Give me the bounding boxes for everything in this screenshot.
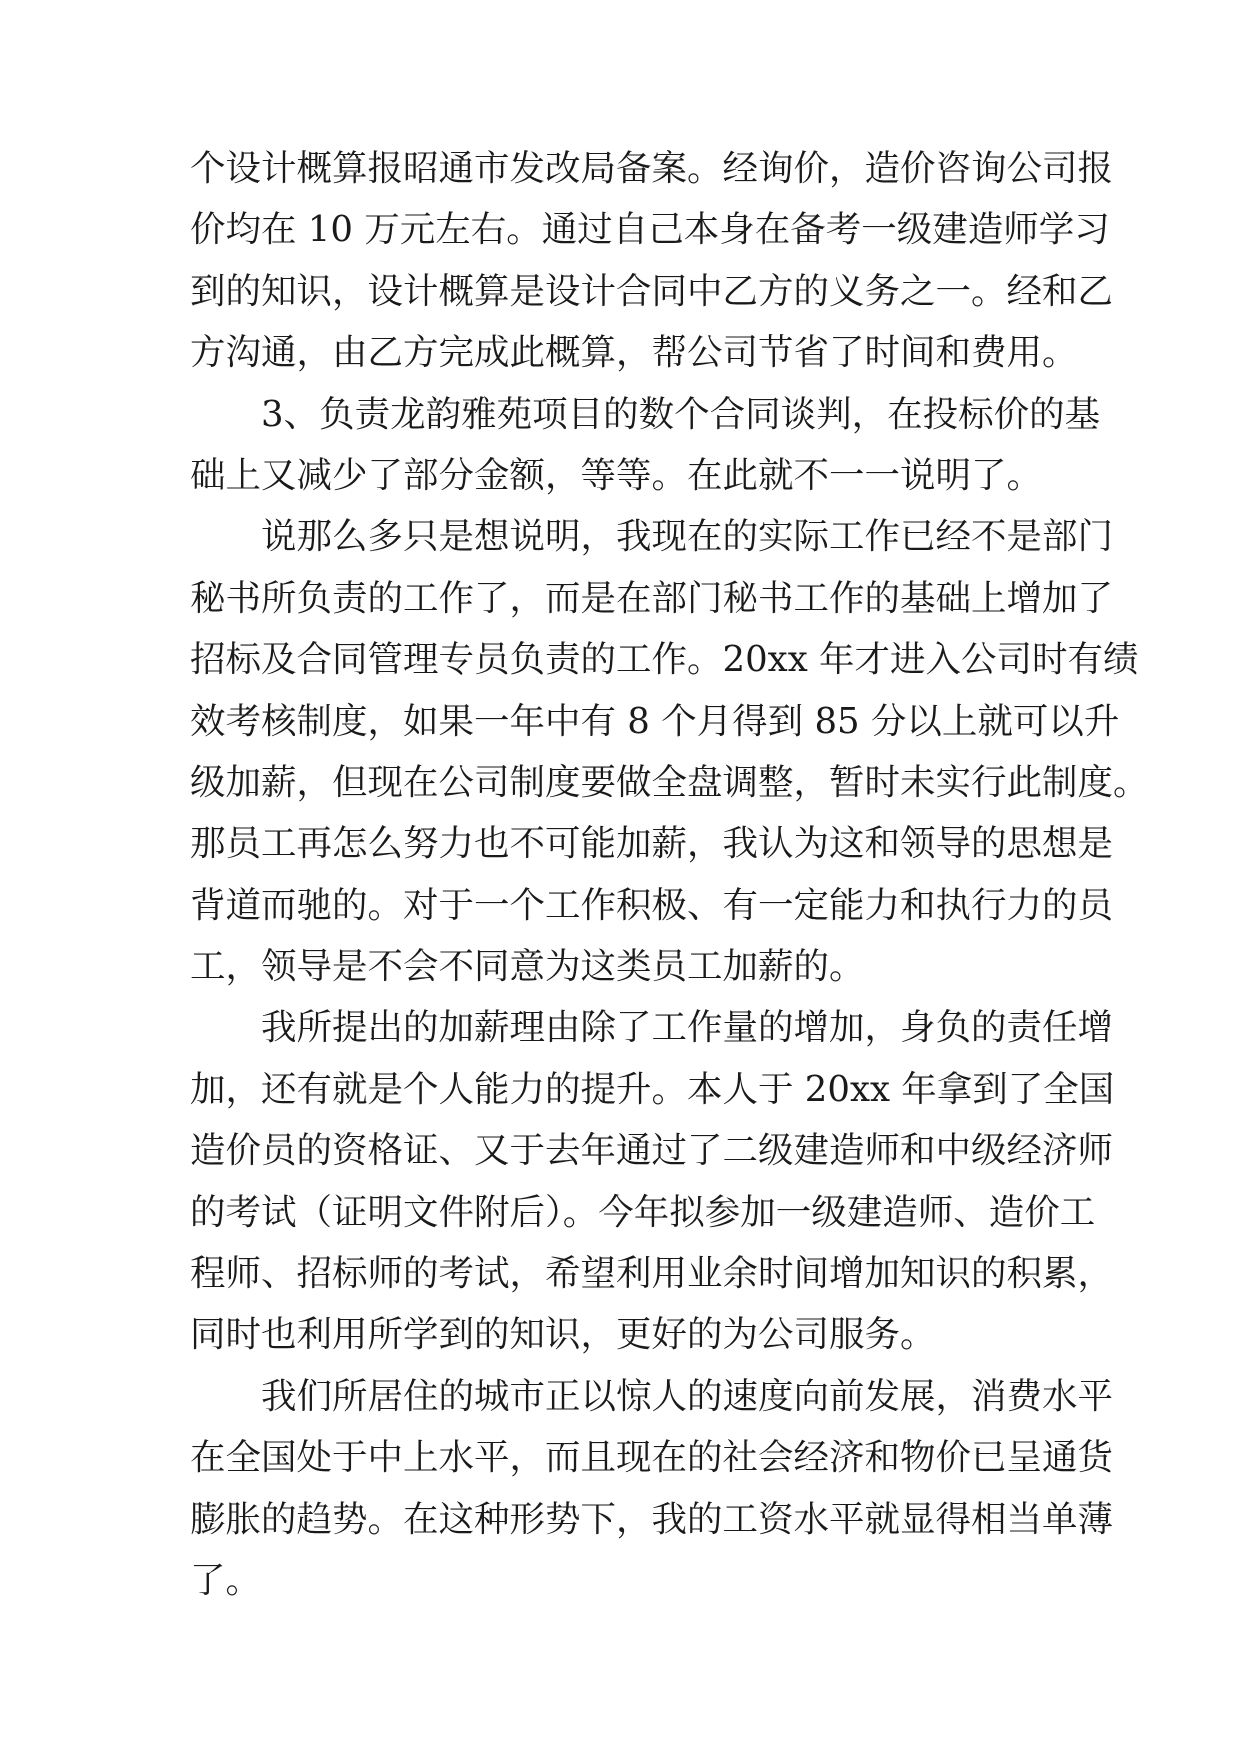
paragraph [190, 997, 1115, 1365]
text-line: 加，还有就是个人能力的提升。本人于 20xx 年拿到了全国 [190, 1068, 1115, 1110]
text-line: 背道而驰的。对于一个工作积极、有一定能力和执行力的员 [190, 884, 1114, 926]
text-line: 我们所居住的城市正以惊人的速度向前发展，消费水平 [261, 1375, 1114, 1417]
text-line: 膨胀的趋势。在这种形势下，我的工资水平就显得相当单薄 [190, 1498, 1114, 1540]
text-line: 价均在 10 万元左右。通过自己本身在备考一级建造师学习 [190, 209, 1110, 251]
text-line: 那员工再怎么努力也不可能加薪，我认为这和领导的思想是 [190, 823, 1114, 865]
text-line: 到的知识，设计概算是设计合同中乙方的义务之一。经和乙 [190, 270, 1114, 312]
text-line: 同时也利用所学到的知识，更好的为公司服务。 [190, 1314, 936, 1356]
text-line: 秘书所负责的工作了，而是在部门秘书工作的基础上增加了 [190, 577, 1114, 619]
paragraph [190, 138, 1114, 384]
document-body [190, 138, 1149, 1611]
text-line: 了。 [190, 1559, 262, 1601]
paragraph [190, 1366, 1114, 1612]
text-line: 造价员的资格证、又于去年通过了二级建造师和中级经济师 [190, 1130, 1114, 1172]
text-line: 方沟通，由乙方完成此概算，帮公司节省了时间和费用。 [190, 332, 1078, 374]
text-line: 个设计概算报昭通市发改局备案。经询价，造价咨询公司报 [190, 148, 1114, 189]
text-line: 招标及合同管理专员负责的工作。20xx 年才进入公司时有绩 [190, 639, 1139, 681]
text-line: 础上又减少了部分金额，等等。在此就不一一说明了。 [190, 454, 1043, 496]
paragraph [190, 384, 1101, 507]
text-line: 工，领导是不会不同意为这类员工加薪的。 [190, 946, 865, 988]
text-line: 3、负责龙韵雅苑项目的数个合同谈判，在投标价的基 [261, 393, 1101, 435]
text-line: 级加薪，但现在公司制度要做全盘调整，暂时未实行此制度。 [190, 761, 1149, 803]
paragraph [190, 506, 1149, 997]
text-line: 程师、招标师的考试，希望利用业余时间增加知识的积累， [190, 1253, 1114, 1295]
text-line: 的考试（证明文件附后）。今年拟参加一级建造师、造价工 [190, 1191, 1096, 1233]
text-line: 我所提出的加薪理由除了工作量的增加，身负的责任增 [261, 1007, 1114, 1049]
text-line: 说那么多只是想说明，我现在的实际工作已经不是部门 [261, 516, 1114, 558]
text-line: 在全国处于中上水平，而且现在的社会经济和物价已呈通货 [190, 1437, 1114, 1479]
text-line: 效考核制度，如果一年中有 8 个月得到 85 分以上就可以升 [190, 700, 1120, 742]
